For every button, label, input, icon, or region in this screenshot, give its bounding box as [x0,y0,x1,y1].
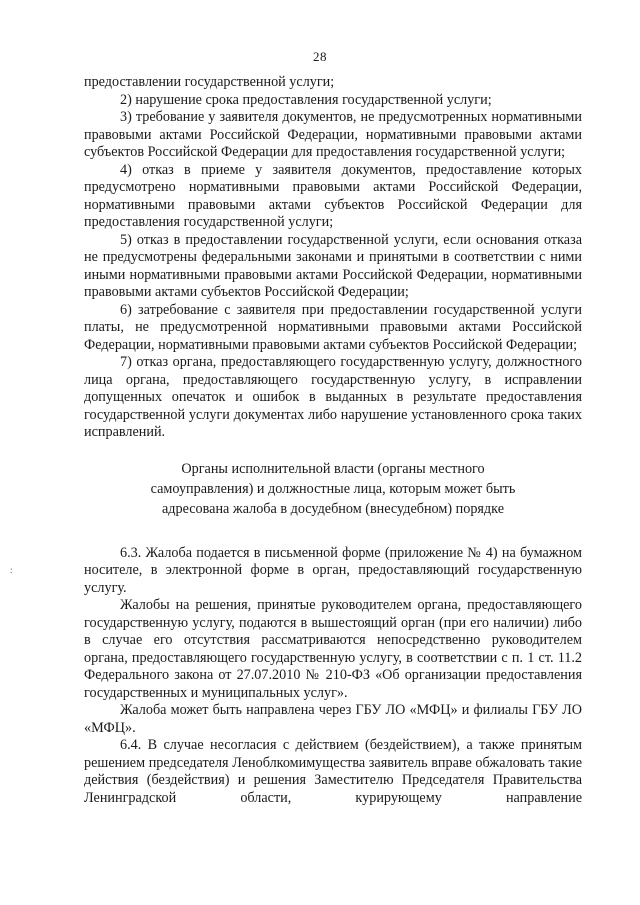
section-heading-line-1: Органы исполнительной власти (органы местного [181,460,485,477]
section-body [84,545,582,808]
paragraph-complaints-decisions: Жалобы на решения, принятые руководителем органа, предоставляющего государственную услугу, подаются в вышестоящий орган (при его наличии) либо в случае его отсутствия рассматриваются непосредственно руководителем органа, предоставляющего государственную услугу, в соответствии с п. 1 ст. 11.2 Федерального закона от 27.07.2010 № 210-ФЗ «Об организации предоставления государственных и муниципальных услуг». [84,597,582,701]
list-item-5: 5) отказ в предоставлении государственной услуги, если основания отказа не предусмотрены федеральными законами и принятыми в соответствии с ними иными нормативными правовыми актами Российской Федерации, нормативными правовыми актами субъектов Российской Федерации; [84,231,582,300]
list-item-7: 7) отказ органа, предоставляющего государственную услугу, должностного лица органа, предоставляющего государственную услугу, в исправлении допущенных опечаток и ошибок в выданных в результате предоставления государственной услуги документах либо нарушение установленного срока таких исправлений. [84,354,582,440]
list-item-2: 2) нарушение срока предоставления государственной услуги; [120,91,492,108]
paragraph-continuation: предоставлении государственной услуги; [84,74,335,90]
section-heading-line-2: самоуправления) и должностные лица, которым может быть [150,480,516,497]
list-item-3: 3) требование у заявителя документов, не предусмотренных нормативными правовыми актами Российской Федерации, нормативными правовыми актами субъектов Российской Федерации для предоставления государственной услуги; [84,109,582,160]
page-number: 28 [313,49,327,64]
list-item-4: 4) отказ в приеме у заявителя документов, предоставление которых предусмотрено нормативными правовыми актами Российской Федерации, нормативными правовыми актами субъектов Российской Федерации для предоставления государственной услуги; [84,161,582,230]
paragraph-mfc: Жалоба может быть направлена через ГБУ ЛО «МФЦ» и филиалы ГБУ ЛО «МФЦ». [84,702,582,736]
section-heading [84,459,582,519]
section-heading-line-3: адресована жалоба в досудебном (внесудебном) порядке [162,500,504,517]
paragraph-6-4: 6.4. В случае несогласия с действием (бездействием), а также принятым решением председателя Леноблкомимущества заявитель вправе обжаловать такие действия (бездействия) и решения Заместителю Председателя Правительства Ленинградской области, курирующему направление [84,737,582,806]
document-body [84,74,582,807]
list-item-6: 6) затребование с заявителя при предоставлении государственной услуги платы, не предусмотренной нормативными правовыми актами Российской Федерации, нормативными правовыми актами субъектов Российской Федерации; [84,301,582,353]
margin-mark: : [10,565,13,575]
paragraph-6-3: 6.3. Жалоба подается в письменной форме (приложение № 4) на бумажном носителе, в электронной форме в орган, предоставляющий государственную услугу. [84,544,582,596]
